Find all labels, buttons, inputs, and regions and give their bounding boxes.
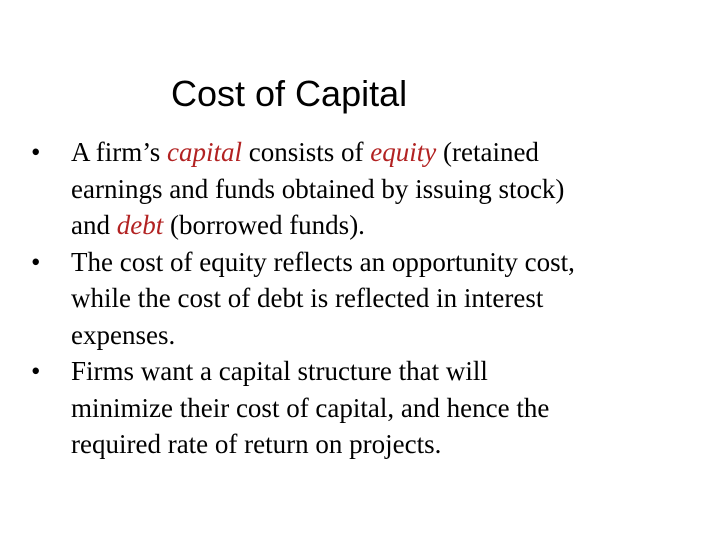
text-run: and <box>71 210 117 240</box>
bullet-line: while the cost of debt is reflected in interest <box>71 283 544 313</box>
bullet-item-capital <box>31 134 691 244</box>
bullet-list <box>31 134 691 463</box>
bullet-item-capital-structure <box>31 353 691 463</box>
emphasis-term-debt: debt <box>116 210 164 240</box>
bullet-icon: • <box>31 246 41 277</box>
bullet-line: minimize their cost of capital, and hence the <box>71 392 550 423</box>
bullet-item-cost-of-equity <box>31 244 691 354</box>
bullet-line: Firms want a capital structure that will <box>71 356 488 386</box>
text-run: consists of <box>242 137 371 167</box>
slide-title: Cost of Capital <box>171 73 408 114</box>
text-run: (borrowed funds). <box>163 210 365 240</box>
emphasis-term-equity: equity <box>370 137 437 167</box>
bullet-line: The cost of equity reflects an opportunity cost, <box>71 246 575 277</box>
bullet-line <box>71 134 691 171</box>
bullet-line: required rate of return on projects. <box>71 429 442 459</box>
bullet-icon: • <box>31 137 41 167</box>
bullet-icon: • <box>31 356 41 386</box>
text-run: A firm’s <box>71 137 168 167</box>
bullet-line: expenses. <box>71 319 176 350</box>
bullet-line: earnings and funds obtained by issuing stock) <box>71 173 565 204</box>
emphasis-term-capital: capital <box>167 137 243 167</box>
text-run: (retained <box>436 137 539 167</box>
bullet-line <box>71 207 691 244</box>
